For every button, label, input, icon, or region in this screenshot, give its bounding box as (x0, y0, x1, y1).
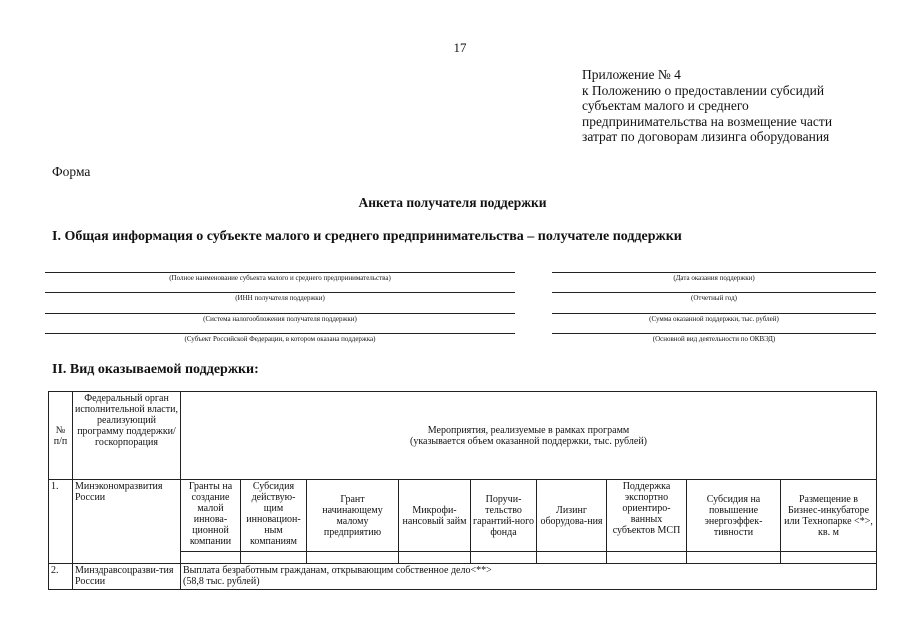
cell-text-line: (58,8 тыс. рублей) (183, 576, 260, 587)
table-row (49, 564, 877, 590)
value-cell[interactable] (781, 552, 877, 564)
page-number: 17 (453, 40, 467, 55)
value-cell[interactable] (607, 552, 687, 564)
cell-text-line: Выплата безработным гражданам, открывающим собственное дело<**> (183, 565, 492, 576)
section-2-heading: II. Вид оказываемой поддержки: (52, 362, 259, 377)
row-org: Минздравсоцразви-тия России (73, 564, 181, 590)
field-support-amount[interactable]: (Сумма оказанной поддержки, тыс. рублей) (552, 313, 876, 324)
cell-subsidy-innovation: Субсидия действую-щим инновацион-ным компаниям (241, 480, 307, 552)
value-cell[interactable] (241, 552, 307, 564)
appendix-line: затрат по договорам лизинга оборудования (582, 129, 830, 144)
row-number: 1. (49, 480, 73, 564)
document-title: Анкета получателя поддержки (358, 195, 547, 210)
appendix-note (582, 67, 892, 145)
field-report-year[interactable]: (Отчетный год) (552, 292, 876, 303)
appendix-line: Приложение № 4 (582, 67, 681, 82)
header-number: № п/п (49, 392, 73, 480)
field-okved[interactable]: (Основной вид деятельности по ОКВЭД) (552, 333, 876, 344)
cell-grant-startup: Грант начинающему малому предприятию (307, 480, 399, 552)
cell-export: Поддержка экспортно ориентиро-ванных субъектов МСП (607, 480, 687, 552)
value-cell[interactable] (181, 552, 241, 564)
appendix-line: субъектам малого и среднего (582, 98, 749, 113)
header-org: Федеральный орган исполнительной власти, реализующий программу поддержки/ госкорпорация (73, 392, 181, 480)
header-events-line: Мероприятия, реализуемые в рамках программ (427, 424, 630, 436)
value-cell[interactable] (399, 552, 471, 564)
appendix-line: к Положению о предоставлении субсидий (582, 82, 825, 98)
field-tax-system[interactable]: (Система налогообложения получателя поддержки) (45, 313, 515, 324)
table-row (49, 480, 877, 552)
table-header-row (49, 392, 877, 480)
row-org: Минэкономразвития России (73, 480, 181, 564)
form-label: Форма (52, 164, 91, 179)
field-support-date[interactable]: (Дата оказания поддержки) (552, 272, 876, 283)
appendix-line: предпринимательства на возмещение части (582, 113, 833, 129)
value-cell[interactable] (687, 552, 781, 564)
header-events (181, 392, 877, 480)
value-cell[interactable] (307, 552, 399, 564)
section-1-heading: I. Общая информация о субъекте малого и среднего предпринимательства – получателе поддержки (52, 229, 682, 244)
cell-grant-innovation: Гранты на создание малой иннова-ционной компании (181, 480, 241, 552)
cell-energy: Субсидия на повышение энергоэффек-тивности (687, 480, 781, 552)
cell-guarantee: Поручи-тельство гарантий-ного фонда (471, 480, 537, 552)
cell-incubator: Размещение в Бизнес-инкубаторе или Технопарке <*>, кв. м (781, 480, 877, 552)
header-events-line: (указывается объем оказанной поддержки, тыс. рублей) (409, 435, 648, 447)
cell-microloan: Микрофи-нансовый займ (399, 480, 471, 552)
value-cell[interactable] (537, 552, 607, 564)
field-full-name[interactable]: (Полное наименование субъекта малого и среднего предпринимательства) (45, 272, 515, 283)
field-inn[interactable]: (ИНН получателя поддержки) (45, 292, 515, 303)
value-cell[interactable] (471, 552, 537, 564)
row-number: 2. (49, 564, 73, 590)
cell-leasing: Лизинг оборудова-ния (537, 480, 607, 552)
cell-unemployed-payment (181, 564, 877, 590)
support-table (48, 391, 877, 590)
field-region[interactable]: (Субъект Российской Федерации, в котором оказана поддержка) (45, 333, 515, 344)
